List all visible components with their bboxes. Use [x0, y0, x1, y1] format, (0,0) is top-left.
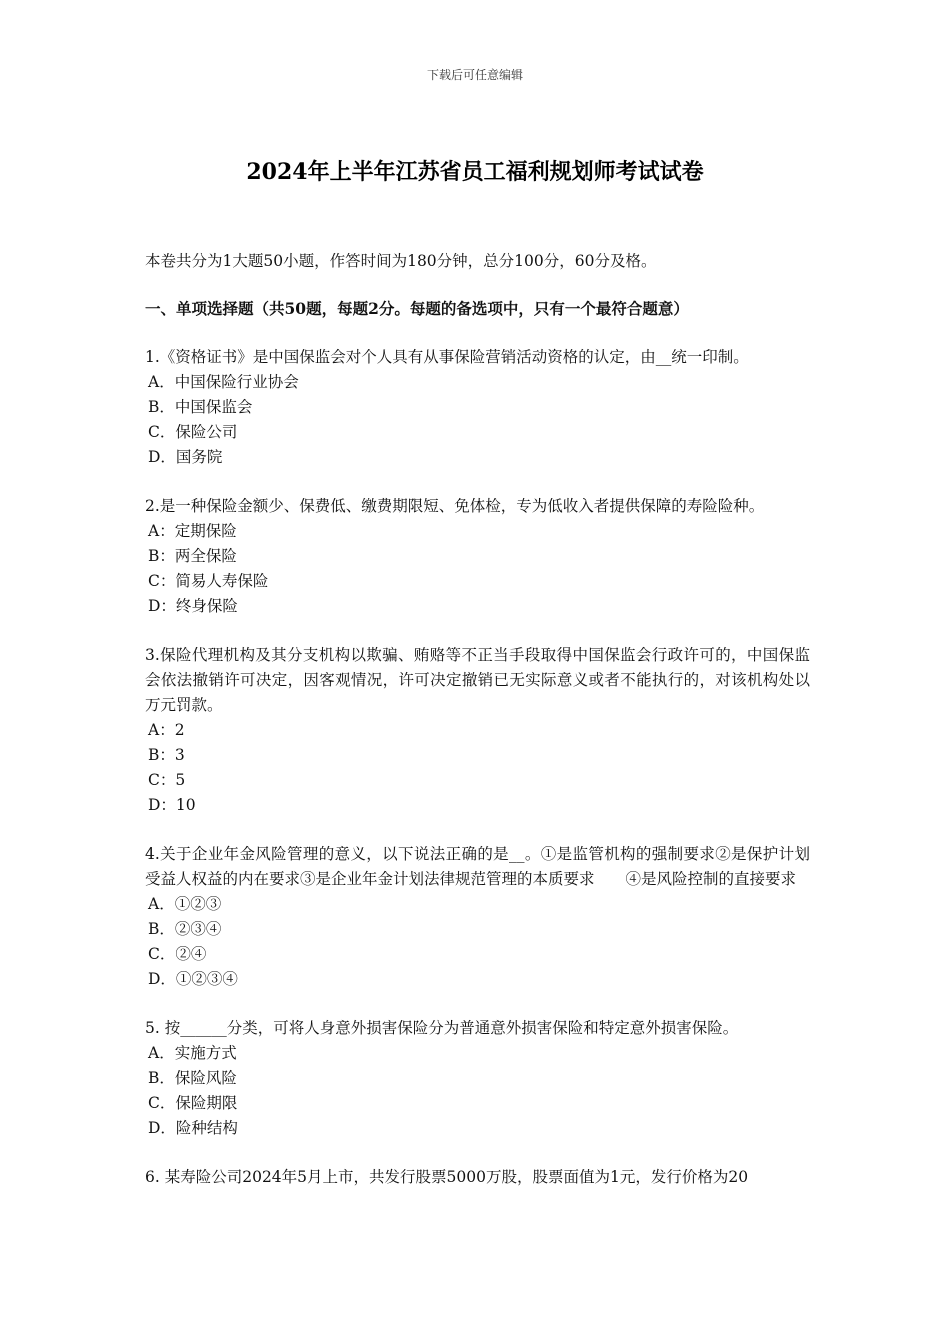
option-d: D：终身保险 [148, 597, 238, 615]
question-text: 6. 某寿险公司2024年5月上市，共发行股票5000万股，股票面值为1元，发行价格为20 [145, 1168, 749, 1186]
option-b: B．②③④ [148, 920, 222, 938]
option-a: A：定期保险 [148, 522, 237, 540]
question-text: 2.是一种保险金额少、保费低、缴费期限短、免体检，专为低收入者提供保障的寿险险种。 [145, 497, 765, 515]
question-text: 1.《资格证书》是中国保监会对个人具有从事保险营销活动资格的认定，由__统一印制。 [145, 348, 749, 366]
option-d: D．国务院 [148, 448, 223, 466]
question-3 [145, 643, 810, 818]
question-2 [145, 494, 810, 619]
question-text: 3.保险代理机构及其分支机构以欺骗、贿赂等不正当手段取得中国保监会行政许可的，中国保监会依法撤销许可决定，因客观情况，许可决定撤销已无实际意义或者不能执行的，对该机构处以万元罚款。 [145, 646, 810, 714]
option-c: C．保险期限 [148, 1094, 238, 1112]
intro-text: 本卷共分为1大题50小题，作答时间为180分钟，总分100分，60分及格。 [145, 252, 657, 270]
option-d: D．险种结构 [148, 1119, 238, 1137]
option-c: C．保险公司 [148, 423, 238, 441]
option-a: A：2 [148, 721, 185, 739]
option-a: A．①②③ [148, 895, 222, 913]
option-list [145, 370, 810, 470]
option-b: B．保险风险 [148, 1069, 237, 1087]
document-body [145, 249, 810, 1190]
option-list [145, 718, 810, 818]
question-1 [145, 345, 810, 470]
option-a: A．中国保险行业协会 [148, 373, 299, 391]
option-list [145, 892, 810, 992]
option-c: C：5 [148, 771, 186, 789]
option-list [145, 1041, 810, 1141]
question-4 [145, 842, 810, 992]
page-title: 2024年上半年江苏省员工福利规划师考试试卷 [246, 159, 704, 185]
question-text: 5. 按______分类，可将人身意外损害保险分为普通意外损害保险和特定意外损害保险。 [145, 1019, 739, 1037]
option-c: C．②④ [148, 945, 207, 963]
option-a: A．实施方式 [148, 1044, 237, 1062]
option-b: B：两全保险 [148, 547, 237, 565]
option-b: B．中国保监会 [148, 398, 253, 416]
option-d: D．①②③④ [148, 970, 238, 988]
option-d: D：10 [148, 796, 196, 814]
section-heading: 一、单项选择题（共50题，每题2分。每题的备选项中，只有一个最符合题意） [145, 299, 689, 318]
header-note: 下载后可任意编辑 [426, 68, 523, 82]
option-c: C：简易人寿保险 [148, 572, 269, 590]
option-b: B：3 [148, 746, 185, 764]
question-6 [145, 1165, 810, 1190]
question-text: 4.关于企业年金风险管理的意义，以下说法正确的是__。①是监管机构的强制要求②是保护计划受益人权益的内在要求③是企业年金计划法律规范管理的本质要求 ④是风险控制的直接要求 [145, 845, 810, 888]
question-5 [145, 1016, 810, 1141]
option-list [145, 519, 810, 619]
